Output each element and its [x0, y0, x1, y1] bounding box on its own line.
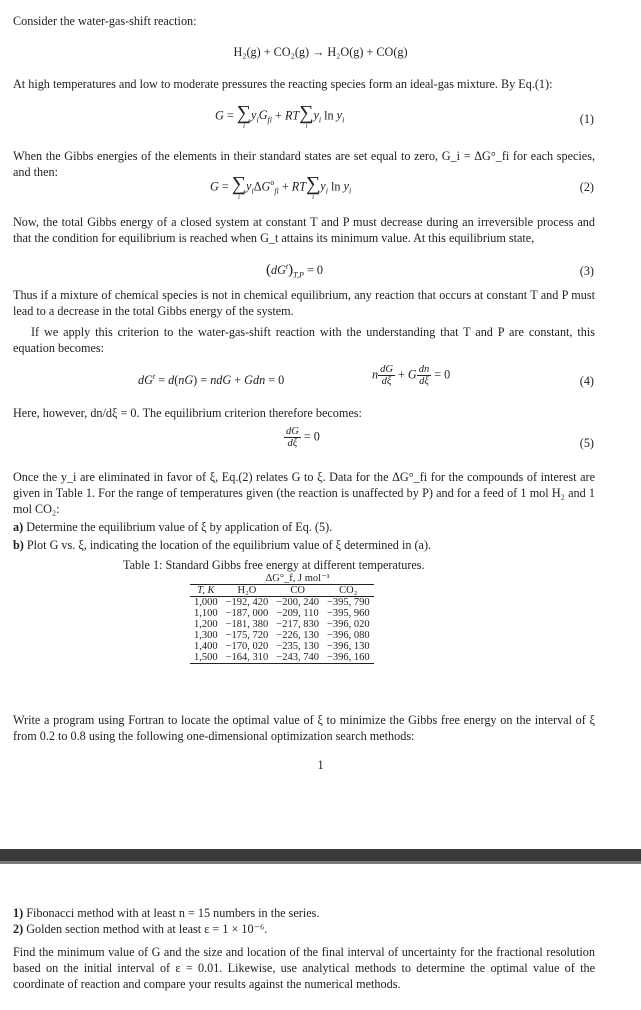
intro-text: Consider the water-gas-shift reaction: [13, 14, 197, 28]
table-cell: −217, 830 [276, 619, 319, 630]
table-header-cell: H₂O [237, 585, 257, 596]
equation-5: $\frac{dG}{d\xi}$ = 0 [286, 426, 320, 449]
page-number: 1 [317, 758, 324, 772]
table-header-cell: CO₂ [339, 585, 358, 596]
item-b: b) Plot G vs. ξ, indicating the location of the equilibrium value of ξ determined in (a). [13, 538, 432, 552]
table-cell: 1,500 [194, 652, 218, 663]
equation-1: G = ∑ i $y_iG_{fi}$ + RT ∑ i $y_i$ $\ln y_i$ [215, 102, 345, 130]
table-cell: −170, 020 [225, 641, 269, 652]
table-header-cell: T, K [197, 585, 215, 596]
table-cell: −396, 160 [326, 652, 370, 663]
equation-3: $(dG^t)_{T,P} = 0$ [266, 261, 323, 280]
table-row [190, 597, 374, 609]
table-cell: −187, 000 [225, 608, 269, 619]
table-cell: −395, 790 [326, 597, 370, 608]
paragraph-ideal-gas: At high temperatures and low to moderate pressures the reacting species form an ideal-gas mixture. By Eq.(1): [13, 77, 553, 91]
paragraph-here: Here, however, dn/dξ = 0. The equilibrium criterion therefore becomes: [13, 406, 362, 420]
table-row [190, 619, 374, 630]
paragraph-total-gibbs: Now, the total Gibbs energy of a closed system at constant T and P must decrease during an irreversible process and that the condition for equilibrium is reached when G_t attains its minimum value. At this equilibrium state, [13, 215, 595, 245]
table-group-header: ΔG°_f, J mol⁻¹ [222, 573, 374, 585]
equation-5-number: (5) [579, 436, 594, 450]
equation-2: G = ∑ i $y_i\Delta G^o_{fi}$ + RT ∑ i $y_i$ $\ln y_i$ [210, 173, 352, 201]
paragraph-write: Write a program using Fortran to locate the optimal value of ξ to minimize the Gibbs free energy on the interval of ξ from 0.2 to 0.8 using the following one-dimensional optimization search methods: [13, 713, 595, 743]
table-cell: −164, 310 [225, 652, 269, 663]
page-separator [0, 849, 641, 861]
table-cell: 1,300 [194, 630, 218, 641]
method-golden-section: 2) Golden section method with at least ε = 1 × 10⁻⁶. [13, 922, 268, 936]
table-header-cell: CO [290, 585, 305, 596]
table-cell: −192, 420 [225, 597, 269, 608]
table-cell: −396, 020 [326, 619, 370, 630]
table-cell: −226, 130 [276, 630, 319, 641]
table-cell: 1,000 [194, 597, 218, 608]
equation-2-number: (2) [579, 180, 594, 194]
paragraph-once: Once the y_i are eliminated in favor of ξ, Eq.(2) relates G to ξ. Data for the ΔG°_fi for the compounds of interest are given in Table 1. For the range of temperatures given (the reaction is unaffected by P) and for a feed of 1 mol H₂ and 1 mol CO₂: [13, 470, 595, 516]
method-fibonacci: 1) Fibonacci method with at least n = 15 numbers in the series. [13, 906, 320, 920]
paragraph-find: Find the minimum value of G and the size and location of the final interval of uncertainty for the fractional resolution based on the initial interval of ε = 0.01. Likewise, use analytical methods to determine the optimal value of the coordinate of reaction and compare your results against the numerical methods. [13, 945, 595, 991]
equation-4-left: $dG^t = d(nG)$ = ndG + Gdn = 0 [138, 371, 285, 387]
page-separator-shadow [0, 861, 641, 864]
table-cell: −396, 080 [326, 630, 370, 641]
paragraph-gibbs-zero: When the Gibbs energies of the elements in their standard states are set equal to zero, G_i = ΔG°_fi for each species, and then: [13, 149, 595, 179]
table-caption: Table 1: Standard Gibbs free energy at different temperatures. [123, 558, 425, 572]
reaction-text: H₂(g) + CO₂(g) → H₂O(g) + CO(g) [233, 45, 408, 59]
table-cell: −243, 740 [276, 652, 319, 663]
table-row [190, 630, 374, 641]
item-a: a) Determine the equilibrium value of ξ by application of Eq. (5). [13, 520, 333, 534]
paragraph-thus: Thus if a mixture of chemical species is not in chemical equilibrium, any reaction that occurs at constant T and P must lead to a decrease in the total Gibbs energy of the system. [13, 288, 595, 318]
table-cell: −235, 130 [276, 641, 319, 652]
table-cell: −175, 720 [225, 630, 269, 641]
table-row [190, 608, 374, 619]
reaction-equation [0, 45, 641, 60]
table-cell: 1,400 [194, 641, 218, 652]
gibbs-table [190, 573, 374, 664]
table-cell: −209, 110 [276, 608, 319, 619]
table-cell: −181, 380 [225, 619, 269, 630]
table-cell: −395, 960 [326, 608, 370, 619]
paragraph-apply: If we apply this criterion to the water-gas-shift reaction with the understanding that T and P are constant, this equation becomes: [13, 325, 595, 355]
table-cell: 1,100 [194, 608, 218, 619]
table-cell: 1,200 [194, 619, 218, 630]
table-cell: −200, 240 [276, 597, 319, 608]
table-cell: −396, 130 [326, 641, 370, 652]
table-row [190, 641, 374, 652]
table-row [190, 652, 374, 664]
equation-4-right: n $\frac{dG}{d\xi}$ + G $\frac{dn}{d\xi}$ = 0 [372, 364, 451, 387]
equation-3-number: (3) [579, 264, 594, 278]
equation-1-number: (1) [579, 112, 594, 126]
equation-4-number: (4) [579, 374, 594, 388]
